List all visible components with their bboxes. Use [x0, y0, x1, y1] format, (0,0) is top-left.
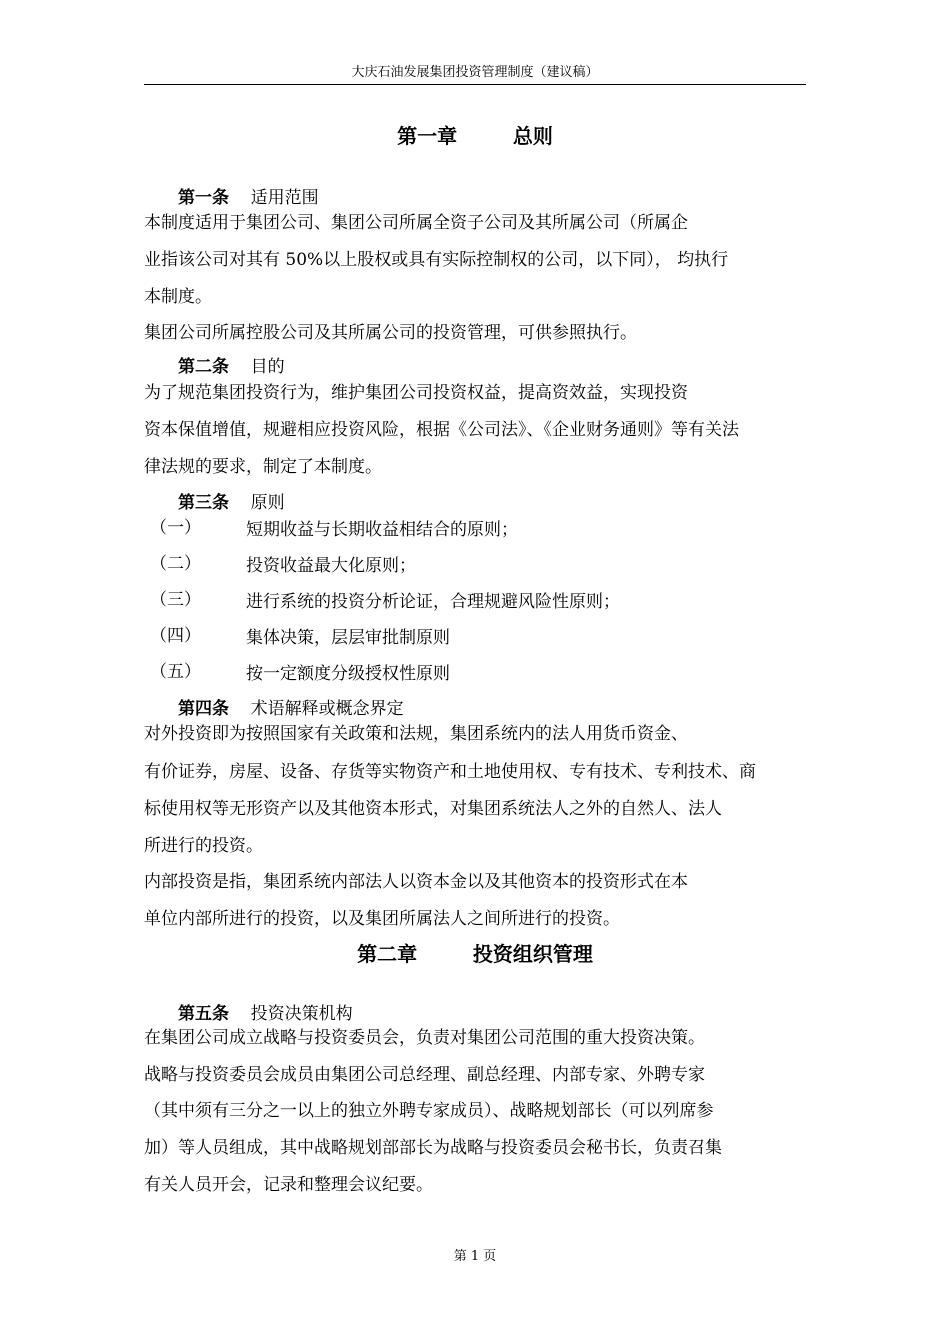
page-number: 第 1 页 [453, 1249, 497, 1264]
principle-text: 投资收益最大化原则； [246, 556, 416, 576]
article-1-line: 本制度适用于集团公司、集团公司所属全资子公司及其所属公司（所属企 [144, 213, 688, 233]
article-4-line: 所进行的投资。 [144, 836, 263, 856]
principle-text: 进行系统的投资分析论证，合理规避风险性原则； [246, 592, 620, 612]
article-4-line: 内部投资是指，集团系统内部法人以资本金以及其他资本的投资形式在本 [144, 872, 688, 892]
article-5-line: 有关人员开会，记录和整理会议纪要。 [144, 1175, 433, 1195]
article-4-line: 标使用权等无形资产以及其他资本形式，对集团系统法人之外的自然人、法人 [144, 799, 722, 819]
page-header-title: 大庆石油发展集团投资管理制度（建议稿） [351, 65, 599, 80]
article-4-label: 第四条 [178, 699, 229, 719]
chapter-2-title: 第二章 投资组织管理 [357, 942, 593, 966]
article-2-line: 为了规范集团投资行为，维护集团公司投资权益，提高资效益，实现投资 [144, 383, 688, 403]
article-5-heading [178, 1002, 353, 1026]
article-4-line: 对外投资即为按照国家有关政策和法规，集团系统内的法人用货币资金、 [144, 724, 688, 744]
principle-marker: （五） [150, 662, 201, 682]
article-5-line: 在集团公司成立战略与投资委员会，负责对集团公司范围的重大投资决策。 [144, 1028, 705, 1048]
article-4-heading [178, 697, 404, 721]
article-2-line: 资本保值增值，规避相应投资风险，根据《公司法》、《企业财务通则》等有关法 [144, 420, 739, 440]
principle-marker: （二） [150, 554, 201, 574]
article-1-heading [178, 186, 319, 210]
principle-text: 短期收益与长期收益相结合的原则； [246, 520, 518, 540]
principle-marker: （四） [150, 626, 201, 646]
article-1-label: 第一条 [178, 188, 229, 208]
article-5-line: （其中须有三分之一以上的独立外聘专家成员）、战略规划部长（可以列席参 [144, 1101, 714, 1121]
article-2-title: 目的 [250, 357, 285, 377]
principle-text: 集体决策，层层审批制原则 [246, 628, 450, 648]
article-1-line: 本制度。 [144, 287, 212, 307]
principle-marker: （一） [150, 518, 201, 538]
article-4-line: 单位内部所进行的投资，以及集团所属法人之间所进行的投资。 [144, 909, 620, 929]
principle-text: 按一定额度分级授权性原则 [246, 664, 450, 684]
article-1-title: 适用范围 [250, 188, 319, 208]
article-5-line: 战略与投资委员会成员由集团公司总经理、副总经理、内部专家、外聘专家 [144, 1065, 705, 1085]
article-3-label: 第三条 [178, 493, 229, 513]
article-5-label: 第五条 [178, 1004, 229, 1024]
article-3-title: 原则 [250, 493, 285, 513]
header-divider [144, 84, 806, 85]
article-2-label: 第二条 [178, 357, 229, 377]
article-1-line: 集团公司所属控股公司及其所属公司的投资管理，可供参照执行。 [144, 323, 637, 343]
article-2-line: 律法规的要求，制定了本制度。 [144, 457, 382, 477]
article-5-title: 投资决策机构 [250, 1004, 353, 1024]
article-2-heading [178, 355, 285, 379]
article-4-title: 术语解释或概念界定 [250, 699, 404, 719]
article-1-line: 业指该公司对其有 50%以上股权或具有实际控制权的公司，以下同）， 均执行 [144, 250, 729, 270]
principle-marker: （三） [150, 590, 201, 610]
article-5-line: 加）等人员组成，其中战略规划部部长为战略与投资委员会秘书长，负责召集 [144, 1138, 722, 1158]
chapter-1-title: 第一章 总则 [397, 124, 553, 148]
article-3-heading [178, 491, 285, 515]
article-4-line: 有价证券，房屋、设备、存货等实物资产和土地使用权、专有技术、专利技术、商 [144, 762, 756, 782]
